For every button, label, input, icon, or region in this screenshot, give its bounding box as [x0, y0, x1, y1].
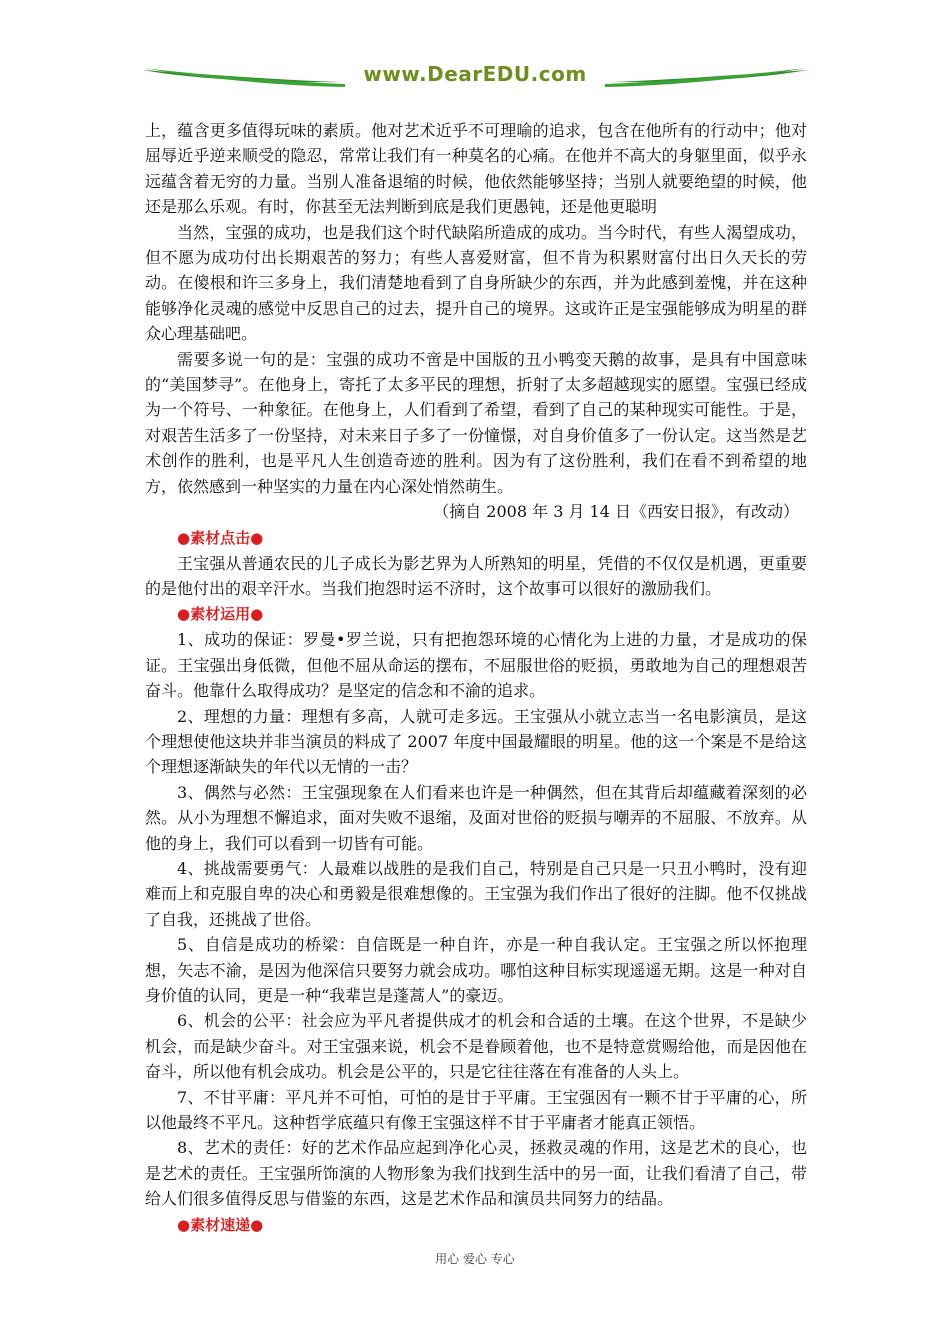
paragraph-1: 上，蕴含更多值得玩味的素质。他对艺术近乎不可理喻的追求，包含在他所有的行动中；他对屈辱近乎逆来顺受的隐忍，常常让我们有一种莫名的心痛。在他并不高大的身躯里面，似乎永远蕴含着无穷的力量。当别人准备退缩的时候，他依然能够坚持；当别人就要绝望的时候，他还是那么乐观。有时，你甚至无法判断到底是我们更愚钝，还是他更聪明: [145, 121, 807, 217]
yunyong-item-3: 3、偶然与必然：王宝强现象在人们看来也许是一种偶然，但在其背后却蕴藏着深刻的必然。从小为理想不懈追求，面对失败不退缩，及面对世俗的贬损与嘲弄的不屈服、不放弃。从他的身上，我们可以看到一切皆有可能。: [145, 782, 807, 853]
page-footer: 用心 爱心 专心: [435, 1252, 515, 1266]
yunyong-item-7: 7、不甘平庸：平凡并不可怕，可怕的是甘于平庸。王宝强因有一颗不甘于平庸的心，所以他最终不平凡。这种哲学底蕴只有像王宝强这样不甘于平庸者才能真正领悟。: [145, 1087, 807, 1133]
site-header: [140, 58, 810, 98]
site-logo[interactable]: www.DearEDU.com: [363, 62, 587, 86]
yunyong-item-5: 5、自信是成功的桥梁：自信既是一种自许，亦是一种自我认定。王宝强之所以怀抱理想，矢志不渝，是因为他深信只要努力就会成功。哪怕这种目标实现遥遥无期。这是一种对自身价值的认同，更是一种“我辈岂是蓬蒿人”的豪迈。: [145, 935, 807, 1005]
paragraph-2: 当然，宝强的成功，也是我们这个时代缺陷所造成的成功。当今时代，有些人渴望成功，但不愿为成功付出长期艰苦的努力；有些人喜爱财富，但不肯为积累财富付出日久天长的劳动。在傻根和许三多身上，我们清楚地看到了自身所缺少的东西，并为此感到羞愧，并在这种能够净化灵魂的感觉中反思自己的过去，提升自己的境界。这或许正是宝强能够成为明星的群众心理基础吧。: [145, 222, 807, 344]
yunyong-item-4: 4、挑战需要勇气：人最难以战胜的是我们自己，特别是自己只是一只丑小鸭时，没有迎难而上和克服自卑的决心和勇毅是很难想像的。王宝强为我们作出了很好的注脚。他不仅挑战了自我，还挑战了世俗。: [145, 858, 807, 929]
article-body: [145, 118, 807, 1238]
yunyong-item-8: 8、艺术的责任：好的艺术作品应起到净化心灵，拯救灵魂的作用，这是艺术的良心，也是艺术的责任。王宝强所饰演的人物形象为我们找到生活中的另一面，让我们看清了自己，带给人们很多值得反思与借鉴的东西，这是艺术作品和演员共同努力的结晶。: [145, 1138, 807, 1209]
section-heading-dianji: ●素材点击●: [177, 528, 264, 547]
yunyong-item-2: 2、理想的力量：理想有多高，人就可走多远。王宝强从小就立志当一名电影演员，是这个理想使他这块并非当演员的料成了 2007 年度中国最耀眼的明星。他的这一个案是不是给这个理想逐渐缺失的年代以无情的一击？: [145, 706, 807, 777]
yunyong-item-6: 6、机会的公平：社会应为平凡者提供成才的机会和合适的土壤。在这个世界，不是缺少机会，而是缺少奋斗。对王宝强来说，机会不是眷顾着他，也不是特意赏赐给他，而是因他在奋斗，所以他有机会成功。机会是公平的，只是它往往落在有准备的人头上。: [145, 1011, 807, 1082]
paragraph-3: 需要多说一句的是：宝强的成功不啻是中国版的丑小鸭变天鹅的故事，是具有中国意味的“美国梦寻”。在他身上，寄托了太多平民的理想，折射了太多超越现实的愿望。宝强已经成为一个符号、一种象征。在他身上，人们看到了希望，看到了自己的某种现实可能性。于是，对艰苦生活多了一份坚持，对未来日子多了一份憧憬，对自身价值多了一份认定。这当然是艺术创作的胜利，也是平凡人生创造奇迹的胜利。因为有了这份胜利，我们在看不到希望的地方，依然感到一种坚实的力量在内心深处悄然萌生。: [145, 349, 807, 496]
section-heading-yunyong: ●素材运用●: [177, 605, 264, 624]
yunyong-item-1: 1、成功的保证：罗曼•罗兰说，只有把抱怨环境的心情化为上进的力量，才是成功的保证。王宝强出身低微，但他不屈从命运的摆布，不屈服世俗的贬损，勇敢地为自己的理想艰苦奋斗。他靠什么取得成功？是坚定的信念和不渝的追求。: [145, 630, 807, 701]
section-heading-sudi: ●素材速递●: [177, 1215, 264, 1234]
source-citation: （摘自 2008 年 3 月 14 日《西安日报》，有改动）: [433, 502, 799, 522]
dianji-text: 王宝强从普通农民的儿子成长为影艺界为人所熟知的明星，凭借的不仅仅是机遇，更重要的是他付出的艰辛汗水。当我们抱怨时运不济时，这个故事可以很好的激励我们。: [145, 553, 807, 598]
